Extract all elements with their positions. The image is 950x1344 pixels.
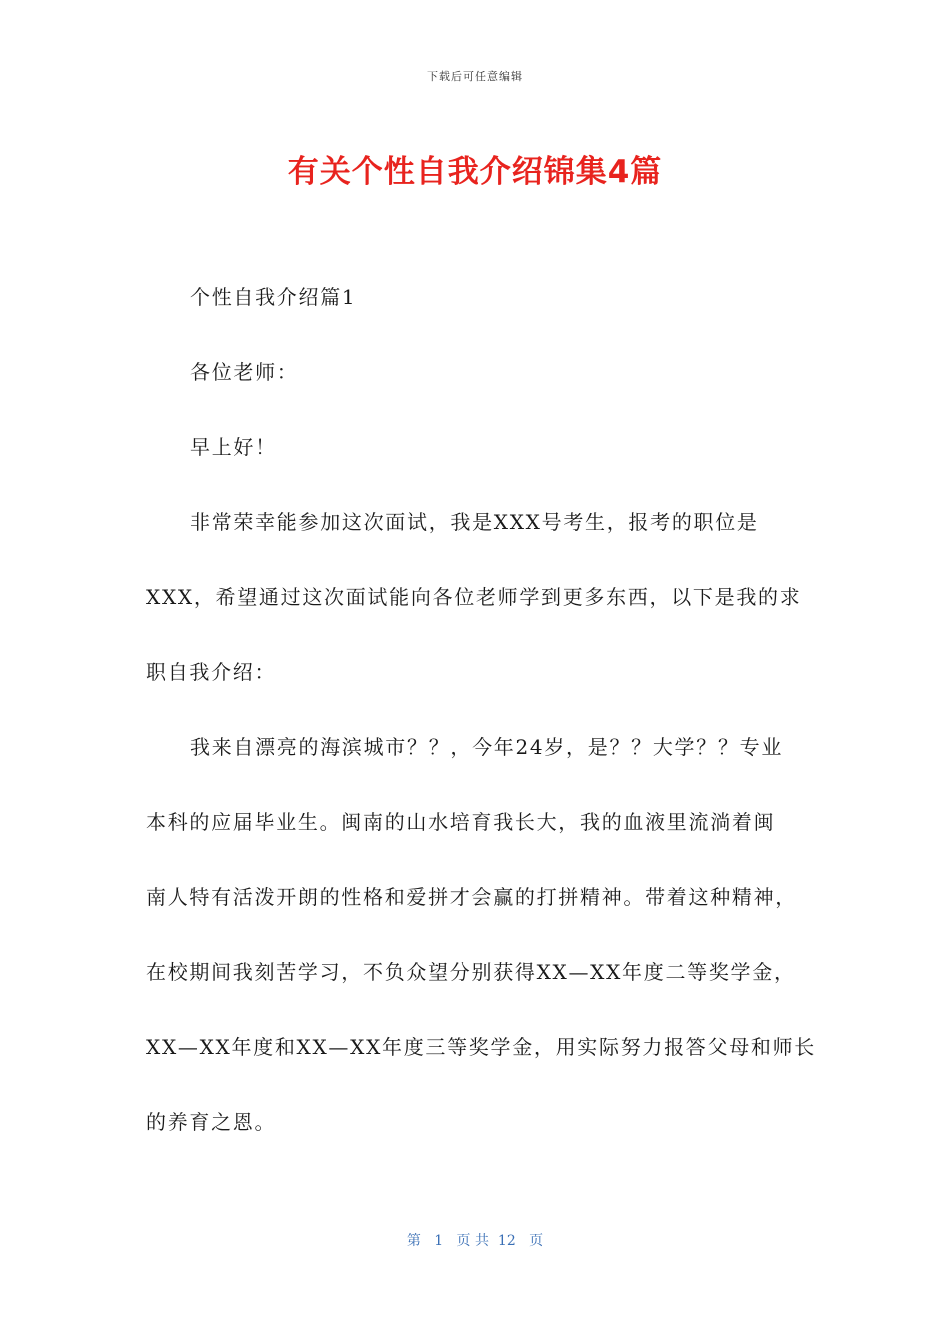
paragraph-line: XX—XX年度和XX—XX年度三等奖学金，用实际努力报答父母和师长 [146, 1035, 817, 1059]
paragraph-line: 我来自漂亮的海滨城市？？，今年24岁，是？？大学？？专业 [190, 735, 784, 759]
greeting: 早上好！ [190, 435, 277, 459]
footer-page-prefix: 第 [406, 1233, 421, 1249]
page-footer [0, 1230, 950, 1250]
footer-current-page: 1 [434, 1233, 444, 1249]
document-title: 有关个性自我介绍锦集4篇 [287, 154, 663, 190]
paragraph-line: 本科的应届毕业生。闽南的山水培育我长大，我的血液里流淌着闽 [146, 810, 776, 834]
footer-total-pages: 12 [497, 1233, 516, 1249]
salutation: 各位老师： [190, 360, 299, 384]
paragraph-line: 南人特有活泼开朗的性格和爱拼才会赢的打拼精神。带着这种精神， [146, 885, 797, 909]
section-heading: 个性自我介绍篇1 [190, 285, 357, 309]
paragraph-line: 在校期间我刻苦学习，不负众望分别获得XX—XX年度二等奖学金， [146, 960, 796, 984]
paragraph-line: 职自我介绍： [146, 660, 277, 684]
paragraph-line: 的养育之恩。 [146, 1110, 277, 1134]
document-body [146, 282, 817, 1182]
header-note: 下载后可任意编辑 [427, 70, 523, 83]
paragraph-line: 非常荣幸能参加这次面试，我是XXX号考生，报考的职位是 [190, 510, 759, 534]
footer-page-middle: 页 共 [456, 1233, 489, 1249]
footer-page-suffix: 页 [529, 1233, 544, 1249]
paragraph-line: XXX，希望通过这次面试能向各位老师学到更多东西，以下是我的求 [146, 585, 802, 609]
